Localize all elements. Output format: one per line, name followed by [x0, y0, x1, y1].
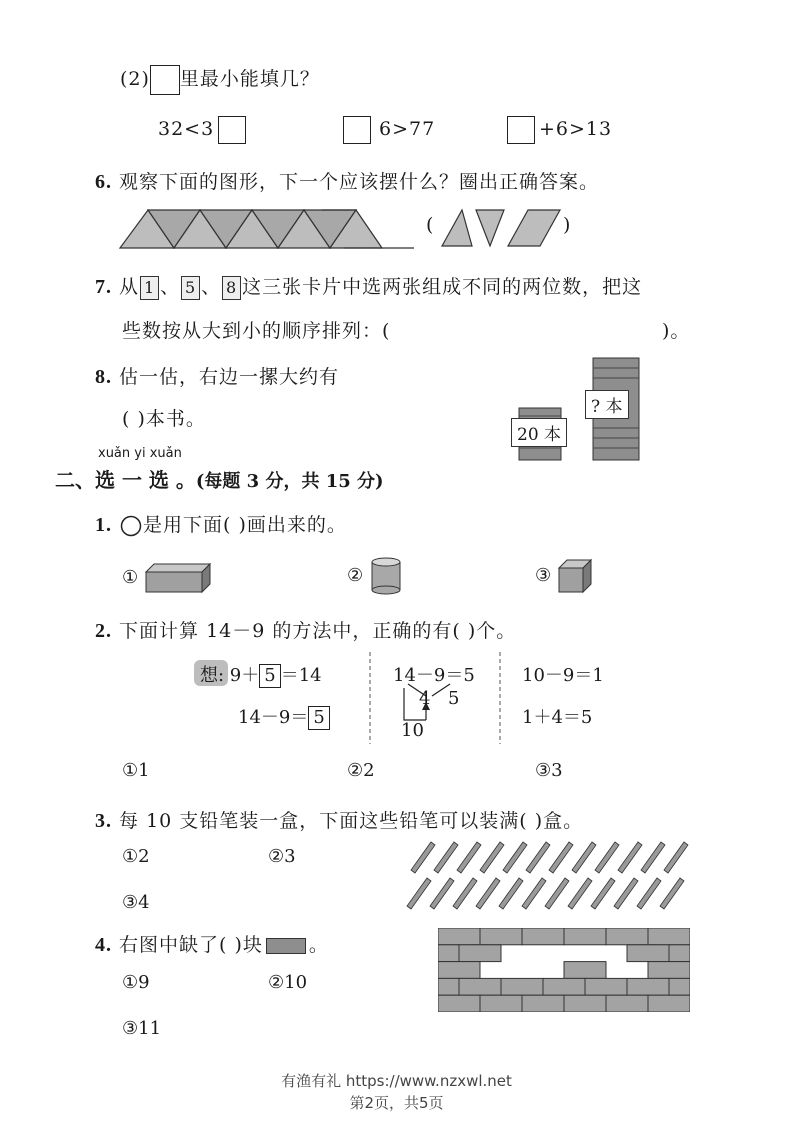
brick [669, 945, 690, 962]
digit-card: 8 [222, 276, 241, 300]
method1-box2: 5 [308, 706, 329, 730]
brick [543, 978, 585, 995]
method1-text-a: : 9＋ [218, 665, 260, 686]
method1-text-c: 14－9＝ [238, 707, 309, 728]
brick [480, 995, 522, 1012]
brick [438, 995, 480, 1012]
s2q1-number: 1. [95, 514, 112, 536]
q6-line [95, 167, 599, 194]
brick [606, 928, 648, 945]
s2q3-number: 3. [95, 810, 112, 832]
method3-line2: 1＋4＝5 [522, 707, 593, 728]
pencil [499, 878, 523, 909]
pencil [614, 878, 638, 909]
brick [501, 978, 543, 995]
digit-card: 1 [140, 276, 159, 300]
answer-box[interactable] [218, 116, 246, 144]
choice-parallelogram[interactable] [508, 210, 560, 246]
pencils-illustration [405, 840, 695, 912]
pencil [476, 878, 500, 909]
s2q4-option-1[interactable]: ①9 [122, 972, 150, 993]
q6-paren-open: ( [426, 214, 435, 236]
q7-line2: 些数按从大到小的顺序排列：( [122, 320, 391, 342]
s2q1-option-3[interactable] [535, 558, 597, 594]
s2q1-option-1[interactable] [122, 562, 214, 594]
brick [648, 995, 690, 1012]
circle-icon [119, 515, 143, 537]
brick [648, 928, 690, 945]
s2q4-option-3[interactable]: ③11 [122, 1018, 162, 1039]
q6-number: 6. [95, 171, 112, 193]
s2q3-option-2[interactable]: ②3 [268, 846, 296, 867]
brick [564, 928, 606, 945]
pencil [572, 842, 596, 873]
brick [438, 945, 459, 962]
pencil [637, 878, 661, 909]
q5-2-prefix: (2) [120, 68, 150, 90]
q5-2-item-2 [343, 116, 435, 144]
brick [459, 945, 501, 962]
pencil [618, 842, 642, 873]
s2q2-option-2[interactable]: ②2 [347, 760, 375, 781]
divider-2 [498, 652, 502, 744]
method2-line1: 14－9＝5 [393, 665, 475, 686]
q8-line1 [95, 362, 339, 389]
brick [585, 978, 627, 995]
q7-line2-end: )。 [662, 320, 691, 342]
method3-line1: 10－9＝1 [522, 665, 604, 686]
q5-2-item-1-text: 32<3 [158, 118, 215, 140]
q8-line2: ( )本书。 [122, 408, 206, 430]
q8-text: 估一估，右边一摞大约有 [119, 366, 340, 388]
s2q4-text-a: 右图中缺了( )块 [119, 934, 263, 956]
method2-digit-4: 4 [419, 688, 431, 709]
method1-box: 5 [259, 664, 280, 688]
pencil [660, 878, 684, 909]
pencil [480, 842, 504, 873]
pencil [545, 878, 569, 909]
option-marker: ③ [535, 565, 552, 586]
section2-title: 二、选 一 选 。 [55, 468, 196, 492]
brick-icon [266, 938, 306, 954]
s2q2-text: 下面计算 14－9 的方法中，正确的有( )个。 [119, 620, 517, 642]
label-unknown-books: ? 本 [585, 390, 629, 419]
q5-2-item-1 [158, 116, 246, 144]
pencil [526, 842, 550, 873]
s2q3-line [95, 806, 583, 833]
s2q4-line [95, 930, 329, 957]
brick [459, 978, 501, 995]
section2-pinyin: xuǎn yi xuǎn [98, 446, 182, 461]
answer-box[interactable] [507, 116, 535, 144]
brick [564, 995, 606, 1012]
section2-score: (每题 3 分，共 15 分) [195, 471, 384, 492]
pencil [407, 878, 431, 909]
s2q4-number: 4. [95, 934, 112, 956]
pencil [664, 842, 688, 873]
q7-text-a: 从 [119, 276, 140, 298]
q7-text-b: 这三张卡片中选两张组成不同的两位数，把这 [242, 276, 643, 298]
s2q2-line [95, 616, 516, 643]
option-marker: ② [347, 565, 364, 586]
pencil [549, 842, 573, 873]
book-stacks [505, 356, 655, 464]
method1-text-b: ＝14 [280, 665, 322, 686]
s2q1-text: 是用下面( )画出来的。 [143, 514, 347, 536]
pencil [411, 842, 435, 873]
cylinder-icon [369, 556, 403, 596]
pencil [568, 878, 592, 909]
divider-1 [368, 652, 372, 744]
q5-2-item-2-text: 6>77 [379, 118, 436, 140]
choice-triangle-up[interactable] [442, 210, 472, 246]
q7-line1: 7. 从 1 、 5 、 8 这三张卡片中选两张组成不同的两位数，把这 [95, 276, 643, 298]
q8-number: 8. [95, 366, 112, 388]
brick [669, 978, 690, 995]
pencil [591, 878, 615, 909]
brick [480, 928, 522, 945]
q5-2-item-3 [507, 116, 612, 144]
s2q1-line [95, 510, 347, 537]
q6-text: 观察下面的图形，下一个应该摆什么？圈出正确答案。 [119, 171, 600, 193]
brick [438, 928, 480, 945]
brick [522, 928, 564, 945]
brick [564, 962, 606, 979]
s2q2-option-1[interactable]: ①1 [122, 760, 150, 781]
pencil [503, 842, 527, 873]
option-marker: ① [122, 567, 139, 588]
method1-line2 [238, 703, 330, 730]
s2q4-option-2[interactable]: ②10 [268, 972, 308, 993]
brick [606, 995, 648, 1012]
choice-triangle-down[interactable] [476, 210, 504, 246]
footer-page: 第2页，共5页 [349, 1094, 444, 1112]
q5-2-line [120, 64, 320, 95]
s2q3-option-3[interactable]: ③4 [122, 892, 150, 913]
s2q2-option-3[interactable]: ③3 [535, 760, 563, 781]
q6-choices[interactable] [438, 206, 568, 250]
q6-paren-close: ) [563, 214, 572, 236]
q5-2-item-3-text: +6>13 [539, 118, 613, 140]
footer-site: 有渔有礼 https://www.nzxwl.net [281, 1072, 512, 1090]
brick [627, 945, 669, 962]
pencil [430, 878, 454, 909]
pattern-strip [120, 210, 382, 248]
brick-wall [438, 928, 690, 1012]
digit-card: 5 [181, 276, 200, 300]
cube-icon [557, 558, 597, 594]
s2q3-text: 每 10 支铅笔装一盒，下面这些铅笔可以装满( )盒。 [119, 810, 584, 832]
brick [522, 995, 564, 1012]
method2-digit-5: 5 [448, 688, 460, 709]
pencil [434, 842, 458, 873]
s2q3-option-1[interactable]: ①2 [122, 846, 150, 867]
method2-digit-10: 10 [401, 720, 424, 741]
section2-heading [55, 464, 384, 493]
s2q1-option-2[interactable] [347, 556, 403, 596]
pencil [453, 878, 477, 909]
label-20-books: 20 本 [511, 418, 567, 447]
brick [627, 978, 669, 995]
answer-box[interactable] [343, 116, 371, 144]
think-label: 想 [200, 665, 218, 686]
brick [648, 962, 690, 979]
method1-line1 [200, 661, 322, 688]
q7-number: 7. [95, 276, 112, 298]
cuboid-icon [144, 562, 214, 594]
s2q2-number: 2. [95, 620, 112, 642]
pencil [595, 842, 619, 873]
brick [438, 978, 459, 995]
brick [438, 962, 480, 979]
s2q4-text-b: 。 [308, 934, 329, 956]
pencil [457, 842, 481, 873]
answer-box[interactable] [150, 65, 180, 95]
pencil [522, 878, 546, 909]
q5-2-text: 里最小能填几？ [179, 68, 320, 90]
pencil [641, 842, 665, 873]
